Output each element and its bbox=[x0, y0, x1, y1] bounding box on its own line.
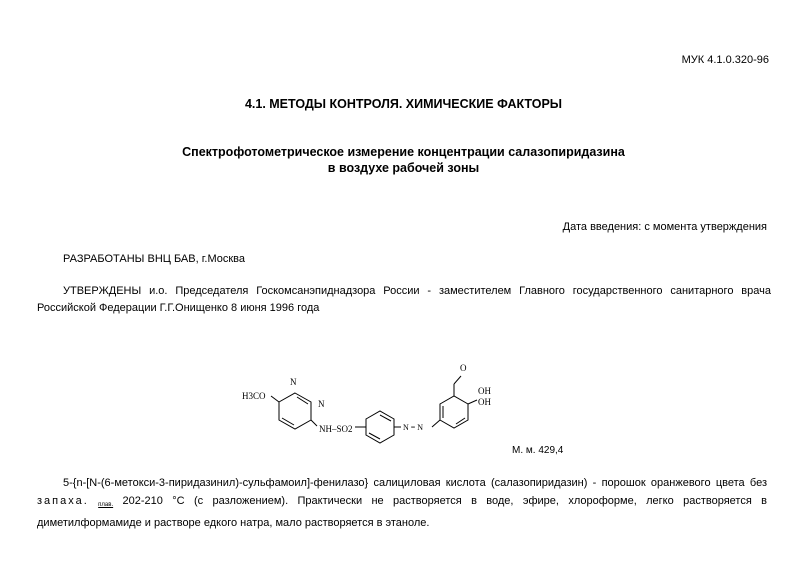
document-title-line1: Спектрофотометрическое измерение концентрации салазопиридазина bbox=[182, 145, 625, 159]
description-melting bbox=[89, 495, 98, 507]
developed-by: РАЗРАБОТАНЫ ВНЦ БАВ, г.Москва bbox=[63, 253, 245, 265]
introduction-date: Дата введения: с момента утверждения bbox=[562, 221, 767, 233]
salicylic-ring bbox=[440, 396, 468, 428]
description-part1: 5-{n-[N-(6-метокси-3-пиридазинил)-сульфамоил]-фенилазо} салициловая кислота (салазопиридазин) - порошок оранжевого цвета без bbox=[63, 477, 767, 489]
azo-group: N = N bbox=[403, 423, 424, 432]
description-part2: 202-210 °С (с разложением). Практически не растворяется в воде, эфире, хлороформе, легко растворяется в диметилформамиде и растворе едкого натра, мало растворяется в этаноле. bbox=[37, 495, 767, 529]
nitrogen-atom-1: N bbox=[290, 377, 297, 387]
approved-by bbox=[37, 283, 771, 317]
document-number: МУК 4.1.0.320-96 bbox=[681, 54, 769, 66]
document-title-line2: в воздухе рабочей зоны bbox=[327, 161, 480, 175]
oxygen-atom: O bbox=[460, 363, 467, 373]
description-spaced: запаха. bbox=[37, 495, 89, 507]
section-title: 4.1. МЕТОДЫ КОНТРОЛЯ. ХИМИЧЕСКИЕ ФАКТОРЫ bbox=[244, 97, 563, 111]
molar-mass: М. м. 429,4 bbox=[512, 445, 564, 456]
hydroxyl-group-1: OH bbox=[478, 386, 491, 396]
approved-text: и.о. Председателя Госкомсанэпиднадзора России - заместителем Главного государственного санитарного врача Российской Федерации Г.Г.Онищенко 8 июня 1996 года bbox=[37, 285, 771, 314]
substance-description bbox=[37, 474, 767, 532]
structural-formula bbox=[225, 356, 525, 456]
approved-label: УТВЕРЖДЕНЫ bbox=[63, 285, 142, 297]
methoxy-group: H3CO bbox=[242, 391, 266, 401]
melting-subscript: плав. bbox=[98, 502, 114, 508]
pyridazine-ring bbox=[279, 393, 311, 429]
benzene-ring bbox=[366, 411, 394, 443]
nitrogen-atom-2: N bbox=[318, 399, 325, 409]
hydroxyl-group-2: OH bbox=[478, 397, 491, 407]
document-title bbox=[0, 144, 807, 176]
nh-so2-group: NH–SO2 bbox=[319, 424, 353, 434]
